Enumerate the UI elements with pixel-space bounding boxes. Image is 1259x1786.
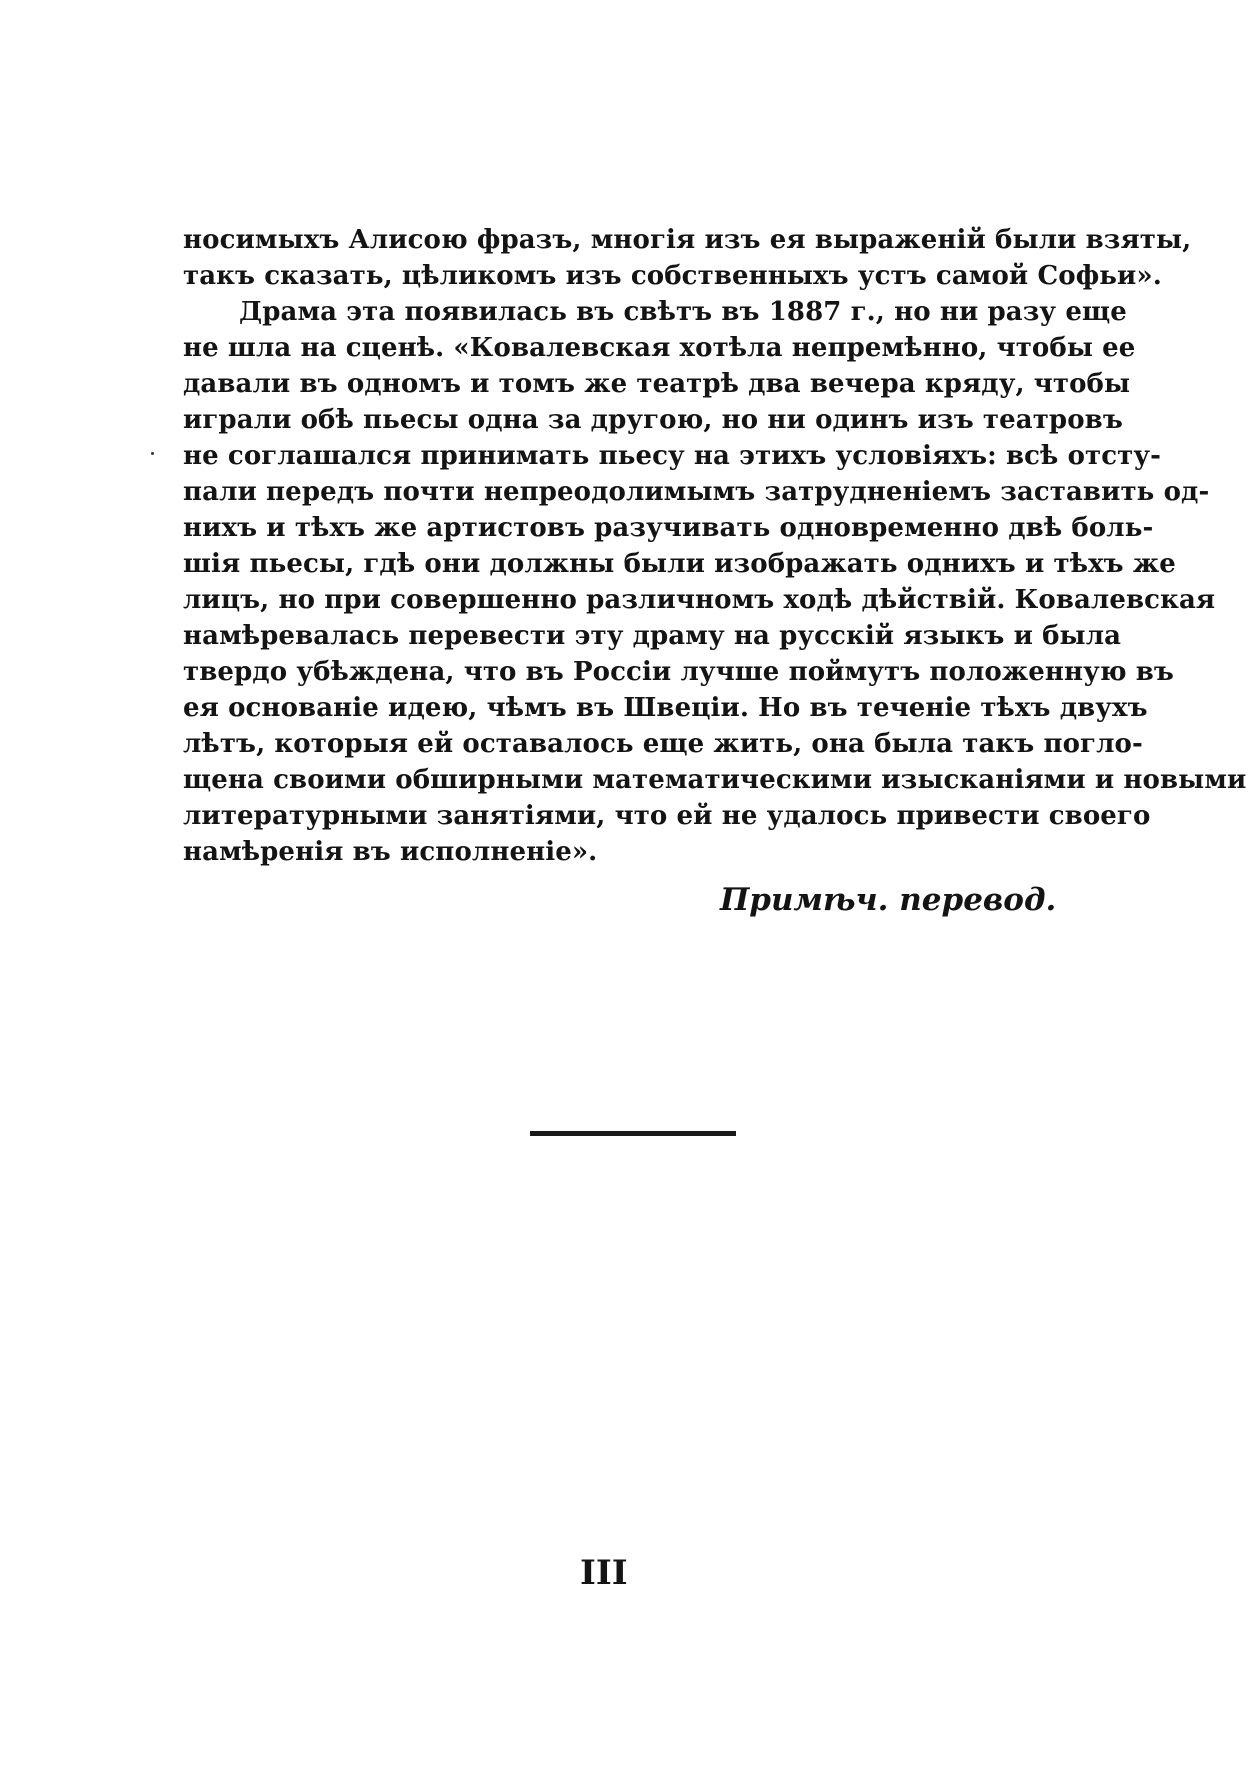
text-line: шія пьесы, гдѣ они должны были изображать однихъ и тѣхъ же: [183, 549, 1176, 579]
text-line: пали передъ почти непреодолимымъ затрудненіемъ заставить од-: [183, 477, 1210, 507]
text-line: лицъ, но при совершенно различномъ ходѣ дѣйствій. Ковалевская: [183, 585, 1216, 615]
page-number: III: [580, 1553, 628, 1593]
text-line: намѣревалась перевести эту драму на русскій языкъ и была: [183, 621, 1122, 651]
text-line: Драма эта появилась въ свѣтъ въ 1887 г., но ни разу еще: [239, 297, 1127, 327]
text-line: давали въ одномъ и томъ же театрѣ два вечера кряду, чтобы: [183, 369, 1131, 399]
print-speck: [151, 452, 154, 455]
text-line: не шла на сценѣ. «Ковалевская хотѣла непремѣнно, чтобы ее: [183, 333, 1136, 363]
text-line: щена своими обширными математическими изысканіями и новыми: [183, 765, 1247, 795]
text-line: твердо убѣждена, что въ Россіи лучше поймутъ положенную въ: [183, 657, 1174, 687]
text-line: такъ сказать, цѣликомъ изъ собственныхъ устъ самой Софьи».: [183, 261, 1162, 291]
text-line: лѣтъ, которыя ей оставалось еще жить, она была такъ погло-: [183, 729, 1143, 759]
text-line: не соглашался принимать пьесу на этихъ условіяхъ: всѣ отсту-: [183, 441, 1162, 471]
text-line: ея основаніе идею, чѣмъ въ Швеціи. Но въ теченіе тѣхъ двухъ: [183, 693, 1148, 723]
section-divider: [530, 1131, 736, 1136]
text-line: носимыхъ Алисою фразъ, многія изъ ея выраженій были взяты,: [183, 225, 1192, 255]
body-text: [183, 222, 1247, 870]
text-line: намѣренія въ исполненіе».: [183, 837, 598, 867]
text-line: литературными занятіями, что ей не удалось привести своего: [183, 801, 1151, 831]
text-line: играли обѣ пьесы одна за другою, но ни одинъ изъ театровъ: [183, 405, 1123, 435]
translator-note-signature: Примѣч. перевод.: [720, 882, 1057, 918]
text-line: нихъ и тѣхъ же артистовъ разучивать одновременно двѣ боль-: [183, 513, 1154, 543]
